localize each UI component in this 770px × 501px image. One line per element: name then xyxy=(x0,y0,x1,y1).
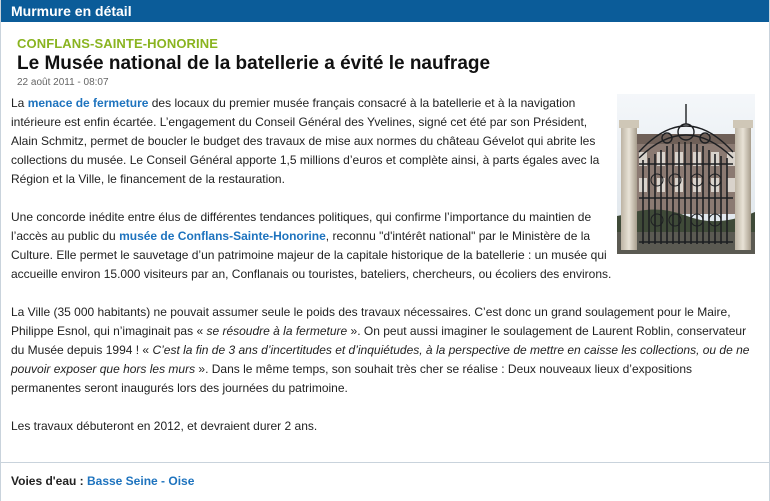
article-header xyxy=(1,22,769,88)
link-basse-seine[interactable]: Basse Seine xyxy=(86,474,158,488)
paragraph-3-text-b: ». On peut aussi imaginer le soulagement de Laurent Roblin, conservateur du Musée depuis 1994 ! « xyxy=(11,324,747,357)
museum-gate-photo xyxy=(617,94,755,254)
paragraph-2-text-start: Une concorde inédite entre élus de différentes tendances politiques, qui confirme l’importance du maintien de l’accès au public du xyxy=(11,210,592,243)
waterways-footer xyxy=(11,474,194,488)
paragraph-4: Les travaux débuteront en 2012, et devraient durer 2 ans. xyxy=(11,419,318,433)
article-body xyxy=(1,88,769,436)
footer-divider xyxy=(1,462,769,463)
paragraph-2-text-end: , reconnu "d'intérêt national" par le Ministère de la Culture. Elle permet le sauvetage d’un patrimoine majeur de la capitale historique de la batellerie : un musée qui accueille environ 15.000 visiteurs par an, Conflanais ou touristes, bateliers, chercheurs, ou écoliers des environs. xyxy=(11,229,612,281)
article-region: CONFLANS-SAINTE-HONORINE xyxy=(17,36,219,51)
waterways-label: Voies d'eau : xyxy=(11,474,87,488)
quote-curator: C’est la fin de 3 ans d’incertitudes et d’inquiétudes, à la perspective de mettre en caisse les collections, ou de ne pouvoir exposer que hors les murs xyxy=(11,343,750,376)
paragraph-3-text-c: ». Dans le même temps, son souhait très cher se réalise : Deux nouveaux lieux d’expositions permanentes seront inaugurés lors des journées du patrimoine. xyxy=(11,362,693,395)
waterways-separator: - xyxy=(157,474,169,488)
paragraph-1-text-start: La xyxy=(11,96,28,110)
paragraph-3-text-a: La Ville (35 000 habitants) ne pouvait assumer seule le poids des travaux nécessaires. C’est donc un grand soulagement pour le Maire, Philippe Esnol, qui n’imaginait pas « xyxy=(11,305,731,338)
link-menace-de-fermeture[interactable]: menace de fermeture xyxy=(27,96,149,110)
article-title: Le Musée national de la batellerie a évité le naufrage xyxy=(17,53,491,74)
link-musee-conflans[interactable]: musée de Conflans-Sainte-Honorine xyxy=(119,229,326,243)
paragraph-3 xyxy=(11,303,757,398)
paragraph-1-text-end: des locaux du premier musée français consacré à la batellerie et à la navigation intérieure est enfin écartée. L’engagement du Conseil Général des Yvelines, signé cet été par son Président, Alain Schmitz, permet de boucler le budget des travaux de mise aux normes du château Gévelot qui abrite les collections du musée. Le Conseil Général apporte 1,5 millions d’euros et complète ainsi, à parts égales avec la Région et la Ville, le financement de la restauration. xyxy=(11,96,600,186)
article-date: 22 août 2011 - 08:07 xyxy=(17,77,109,88)
quote-mayor: se résoudre à la fermeture xyxy=(206,324,348,338)
link-oise[interactable]: Oise xyxy=(168,474,195,488)
section-header-bar xyxy=(1,0,769,22)
section-title: Murmure en détail xyxy=(11,3,132,19)
